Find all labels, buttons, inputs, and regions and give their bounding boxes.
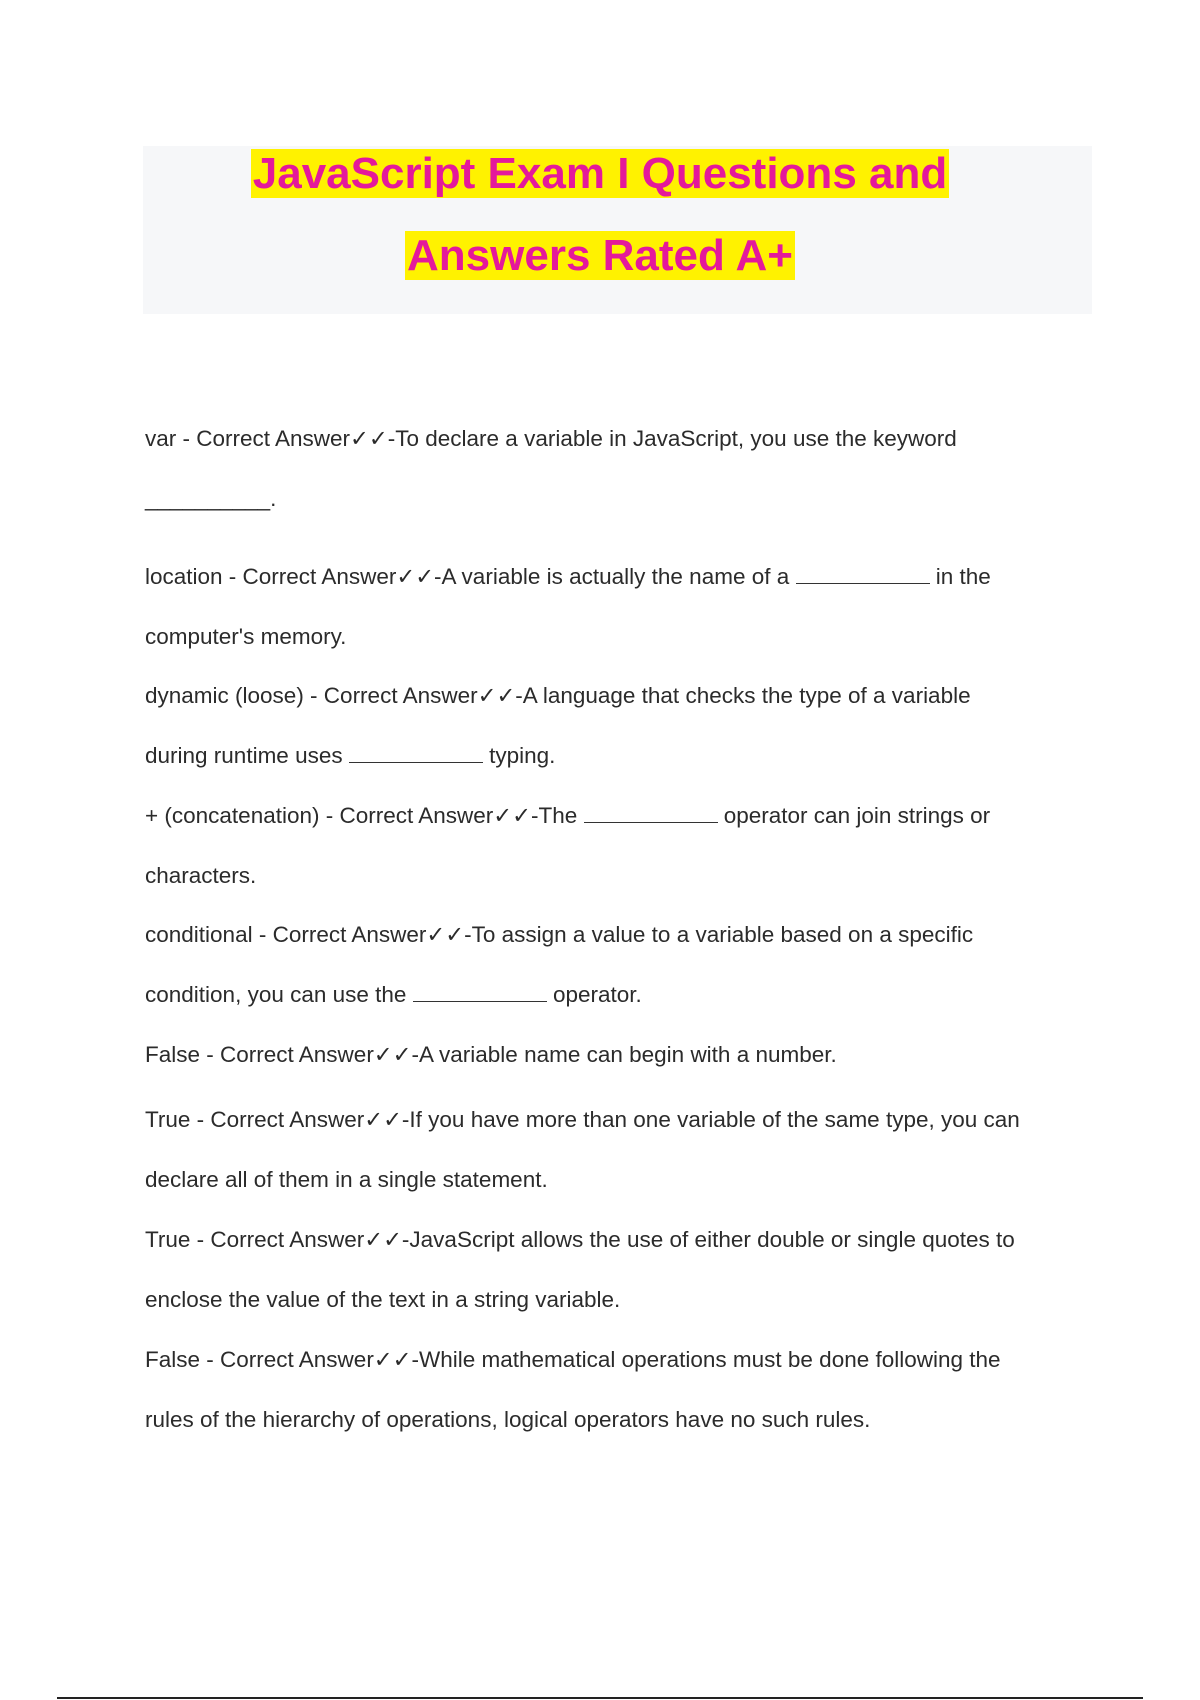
qa-line: True - Correct Answer✓✓-JavaScript allows the use of either double or single quotes to	[145, 1227, 1015, 1252]
qa-item	[145, 1330, 1095, 1450]
qa-text: in the	[929, 564, 991, 589]
qa-item	[145, 547, 1095, 667]
qa-text: + (concatenation) - Correct Answer✓✓-The	[145, 803, 584, 828]
qa-item	[145, 1090, 1095, 1210]
qa-line	[145, 965, 1095, 1025]
qa-line: True - Correct Answer✓✓-If you have more than one variable of the same type, you can	[145, 1107, 1020, 1132]
qa-text: operator.	[546, 982, 642, 1007]
qa-item	[145, 409, 1095, 529]
qa-item	[145, 1210, 1095, 1330]
page-bottom-rule	[57, 1697, 1143, 1699]
qa-text: operator can join strings or	[717, 803, 991, 828]
qa-text: condition, you can use the	[145, 982, 413, 1007]
qa-line: __________.	[145, 486, 277, 511]
page-title-line-2	[0, 228, 1200, 284]
qa-text: during runtime uses	[145, 743, 349, 768]
qa-item	[145, 1025, 1095, 1085]
answer-blank	[413, 983, 547, 1002]
answer-blank	[349, 744, 483, 763]
answer-blank	[796, 565, 930, 584]
qa-line: conditional - Correct Answer✓✓-To assign a value to a variable based on a specific	[145, 922, 974, 947]
qa-line: rules of the hierarchy of operations, logical operators have no such rules.	[145, 1407, 871, 1432]
page-title-line-1	[0, 146, 1200, 202]
answer-blank	[584, 804, 718, 823]
qa-line: dynamic (loose) - Correct Answer✓✓-A language that checks the type of a variable	[145, 683, 971, 708]
page-title-text-2: Answers Rated A+	[407, 231, 793, 280]
page-title-text-1: JavaScript Exam I Questions and	[252, 149, 948, 198]
qa-line: enclose the value of the text in a string variable.	[145, 1287, 621, 1312]
qa-line: False - Correct Answer✓✓-A variable name can begin with a number.	[145, 1042, 837, 1067]
qa-line: False - Correct Answer✓✓-While mathematical operations must be done following the	[145, 1347, 1001, 1372]
qa-line	[145, 547, 1095, 607]
qa-line: declare all of them in a single statement.	[145, 1167, 548, 1192]
qa-line: computer's memory.	[145, 624, 347, 649]
qa-text: location - Correct Answer✓✓-A variable is actually the name of a	[145, 564, 796, 589]
qa-item	[145, 786, 1095, 906]
qa-item	[145, 666, 1095, 786]
qa-line: characters.	[145, 863, 257, 888]
qa-line	[145, 786, 1095, 846]
qa-item	[145, 905, 1095, 1025]
qa-line	[145, 726, 1095, 786]
qa-line: var - Correct Answer✓✓-To declare a variable in JavaScript, you use the keyword	[145, 426, 957, 451]
qa-text: typing.	[482, 743, 556, 768]
